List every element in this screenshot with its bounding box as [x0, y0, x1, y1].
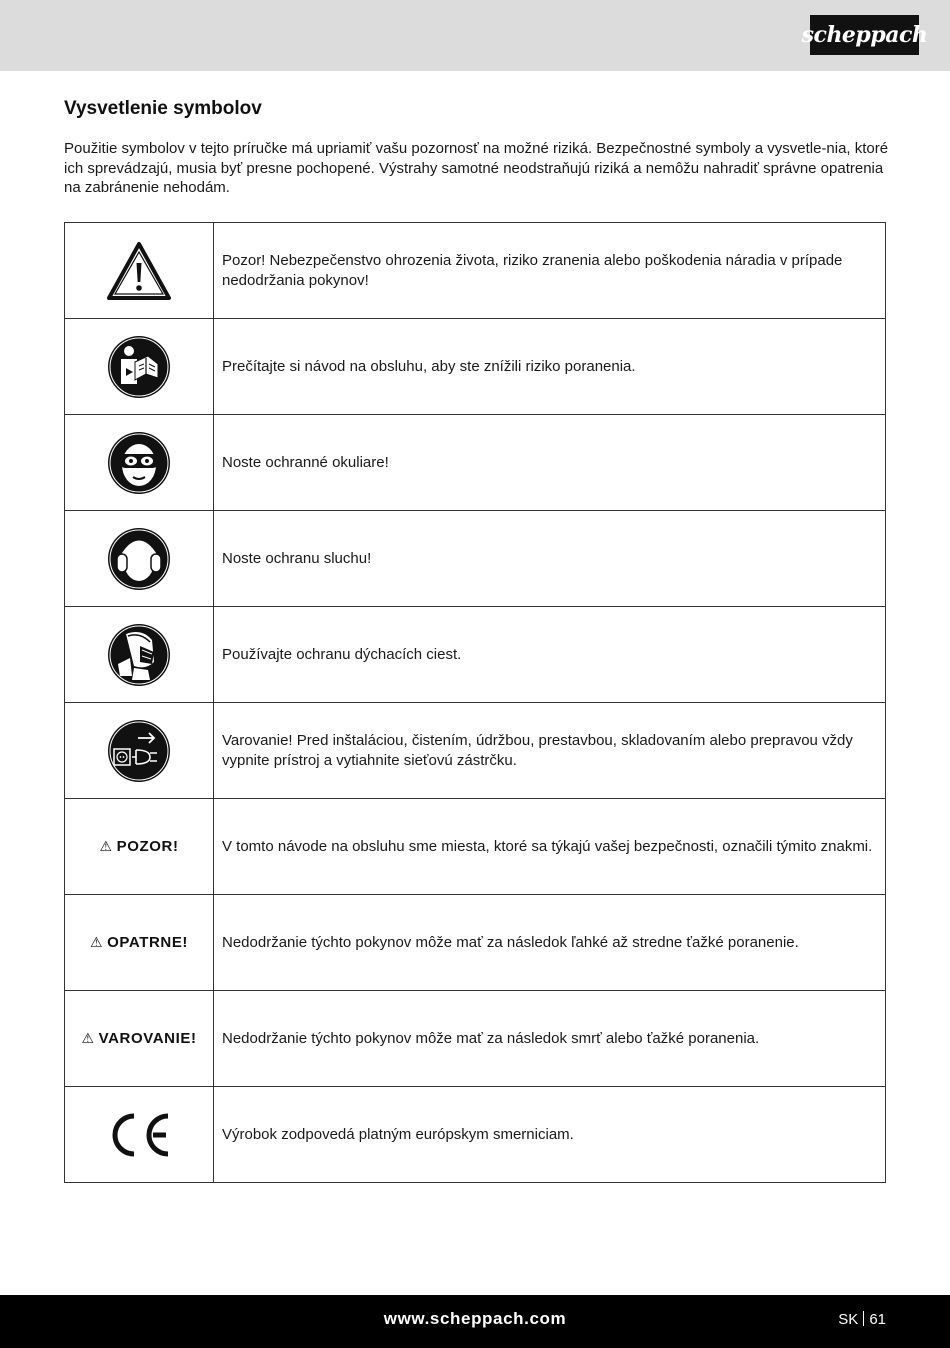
read-manual-icon [106, 334, 172, 400]
header-band [0, 0, 950, 71]
table-row [65, 991, 886, 1087]
row-description: Nedodržanie týchto pokynov môže mať za následok smrť alebo ťažké poranenia. [214, 991, 886, 1087]
table-row [65, 703, 886, 799]
warning-triangle-small-icon: ⚠ [81, 1029, 95, 1046]
table-row [65, 511, 886, 607]
signal-word-opatrne: ⚠ OPATRNE! [89, 933, 189, 951]
table-row [65, 415, 886, 511]
separator [863, 1311, 864, 1326]
signal-word-varovanie: ⚠ VAROVANIE! [81, 1029, 197, 1047]
row-description: Prečítajte si návod na obsluhu, aby ste znížili riziko poranenia. [214, 319, 886, 415]
row-description: Nedodržanie týchto pokynov môže mať za následok ľahké až stredne ťažké poranenie. [214, 895, 886, 991]
footer-url[interactable]: www.scheppach.com [383, 1309, 567, 1328]
warning-triangle-small-icon: ⚠ [89, 933, 104, 950]
table-row [65, 223, 886, 319]
scheppach-logo: scheppach [810, 15, 919, 55]
row-description: Noste ochranné okuliare! [214, 415, 886, 511]
row-description: V tomto návode na obsluhu sme miesta, ktoré sa týkajú vašej bezpečnosti, označili týmito znakmi. [214, 799, 886, 895]
signal-word-pozor: ⚠ POZOR! [99, 837, 179, 855]
row-description: Výrobok zodpovedá platným európskym smerniciam. [214, 1087, 886, 1183]
table-row [65, 799, 886, 895]
page-title: Vysvetlenie symbolov [64, 98, 262, 119]
table-row [65, 895, 886, 991]
row-description: Pozor! Nebezpečenstvo ohrozenia života, riziko zranenia alebo poškodenia náradia v prípade nedodržania pokynov! [214, 223, 886, 319]
table-row [65, 1087, 886, 1183]
warning-triangle-icon [106, 241, 172, 301]
ear-protection-icon [106, 526, 172, 592]
row-description: Noste ochranu sluchu! [214, 511, 886, 607]
respirator-mask-icon [106, 622, 172, 688]
symbols-table [64, 222, 886, 1183]
row-description: Používajte ochranu dýchacích ciest. [214, 607, 886, 703]
page-number: SK 61 [838, 1311, 886, 1328]
ce-mark-icon [106, 1110, 172, 1160]
row-description: Varovanie! Pred inštaláciou, čistením, údržbou, prestavbou, skladovaním alebo prepravou vždy vypnite prístroj a vytiahnite sieťovú zástrčku. [214, 703, 886, 799]
safety-goggles-icon [106, 430, 172, 496]
footer [0, 1295, 950, 1348]
table-row [65, 319, 886, 415]
table-row [65, 607, 886, 703]
intro-paragraph: Použitie symbolov v tejto príručke má upriamiť vašu pozornosť na možné riziká. Bezpečnostné symboly a vysvetle-nia, ktoré ich sprevádzajú, musia byť presne pochopené. Výstrahy samotné neodstraňujú riziká a nemôžu nahradiť správne opatrenia na zabránenie nehodám. [64, 140, 889, 196]
unplug-icon [106, 718, 172, 784]
warning-triangle-small-icon: ⚠ [99, 837, 113, 854]
